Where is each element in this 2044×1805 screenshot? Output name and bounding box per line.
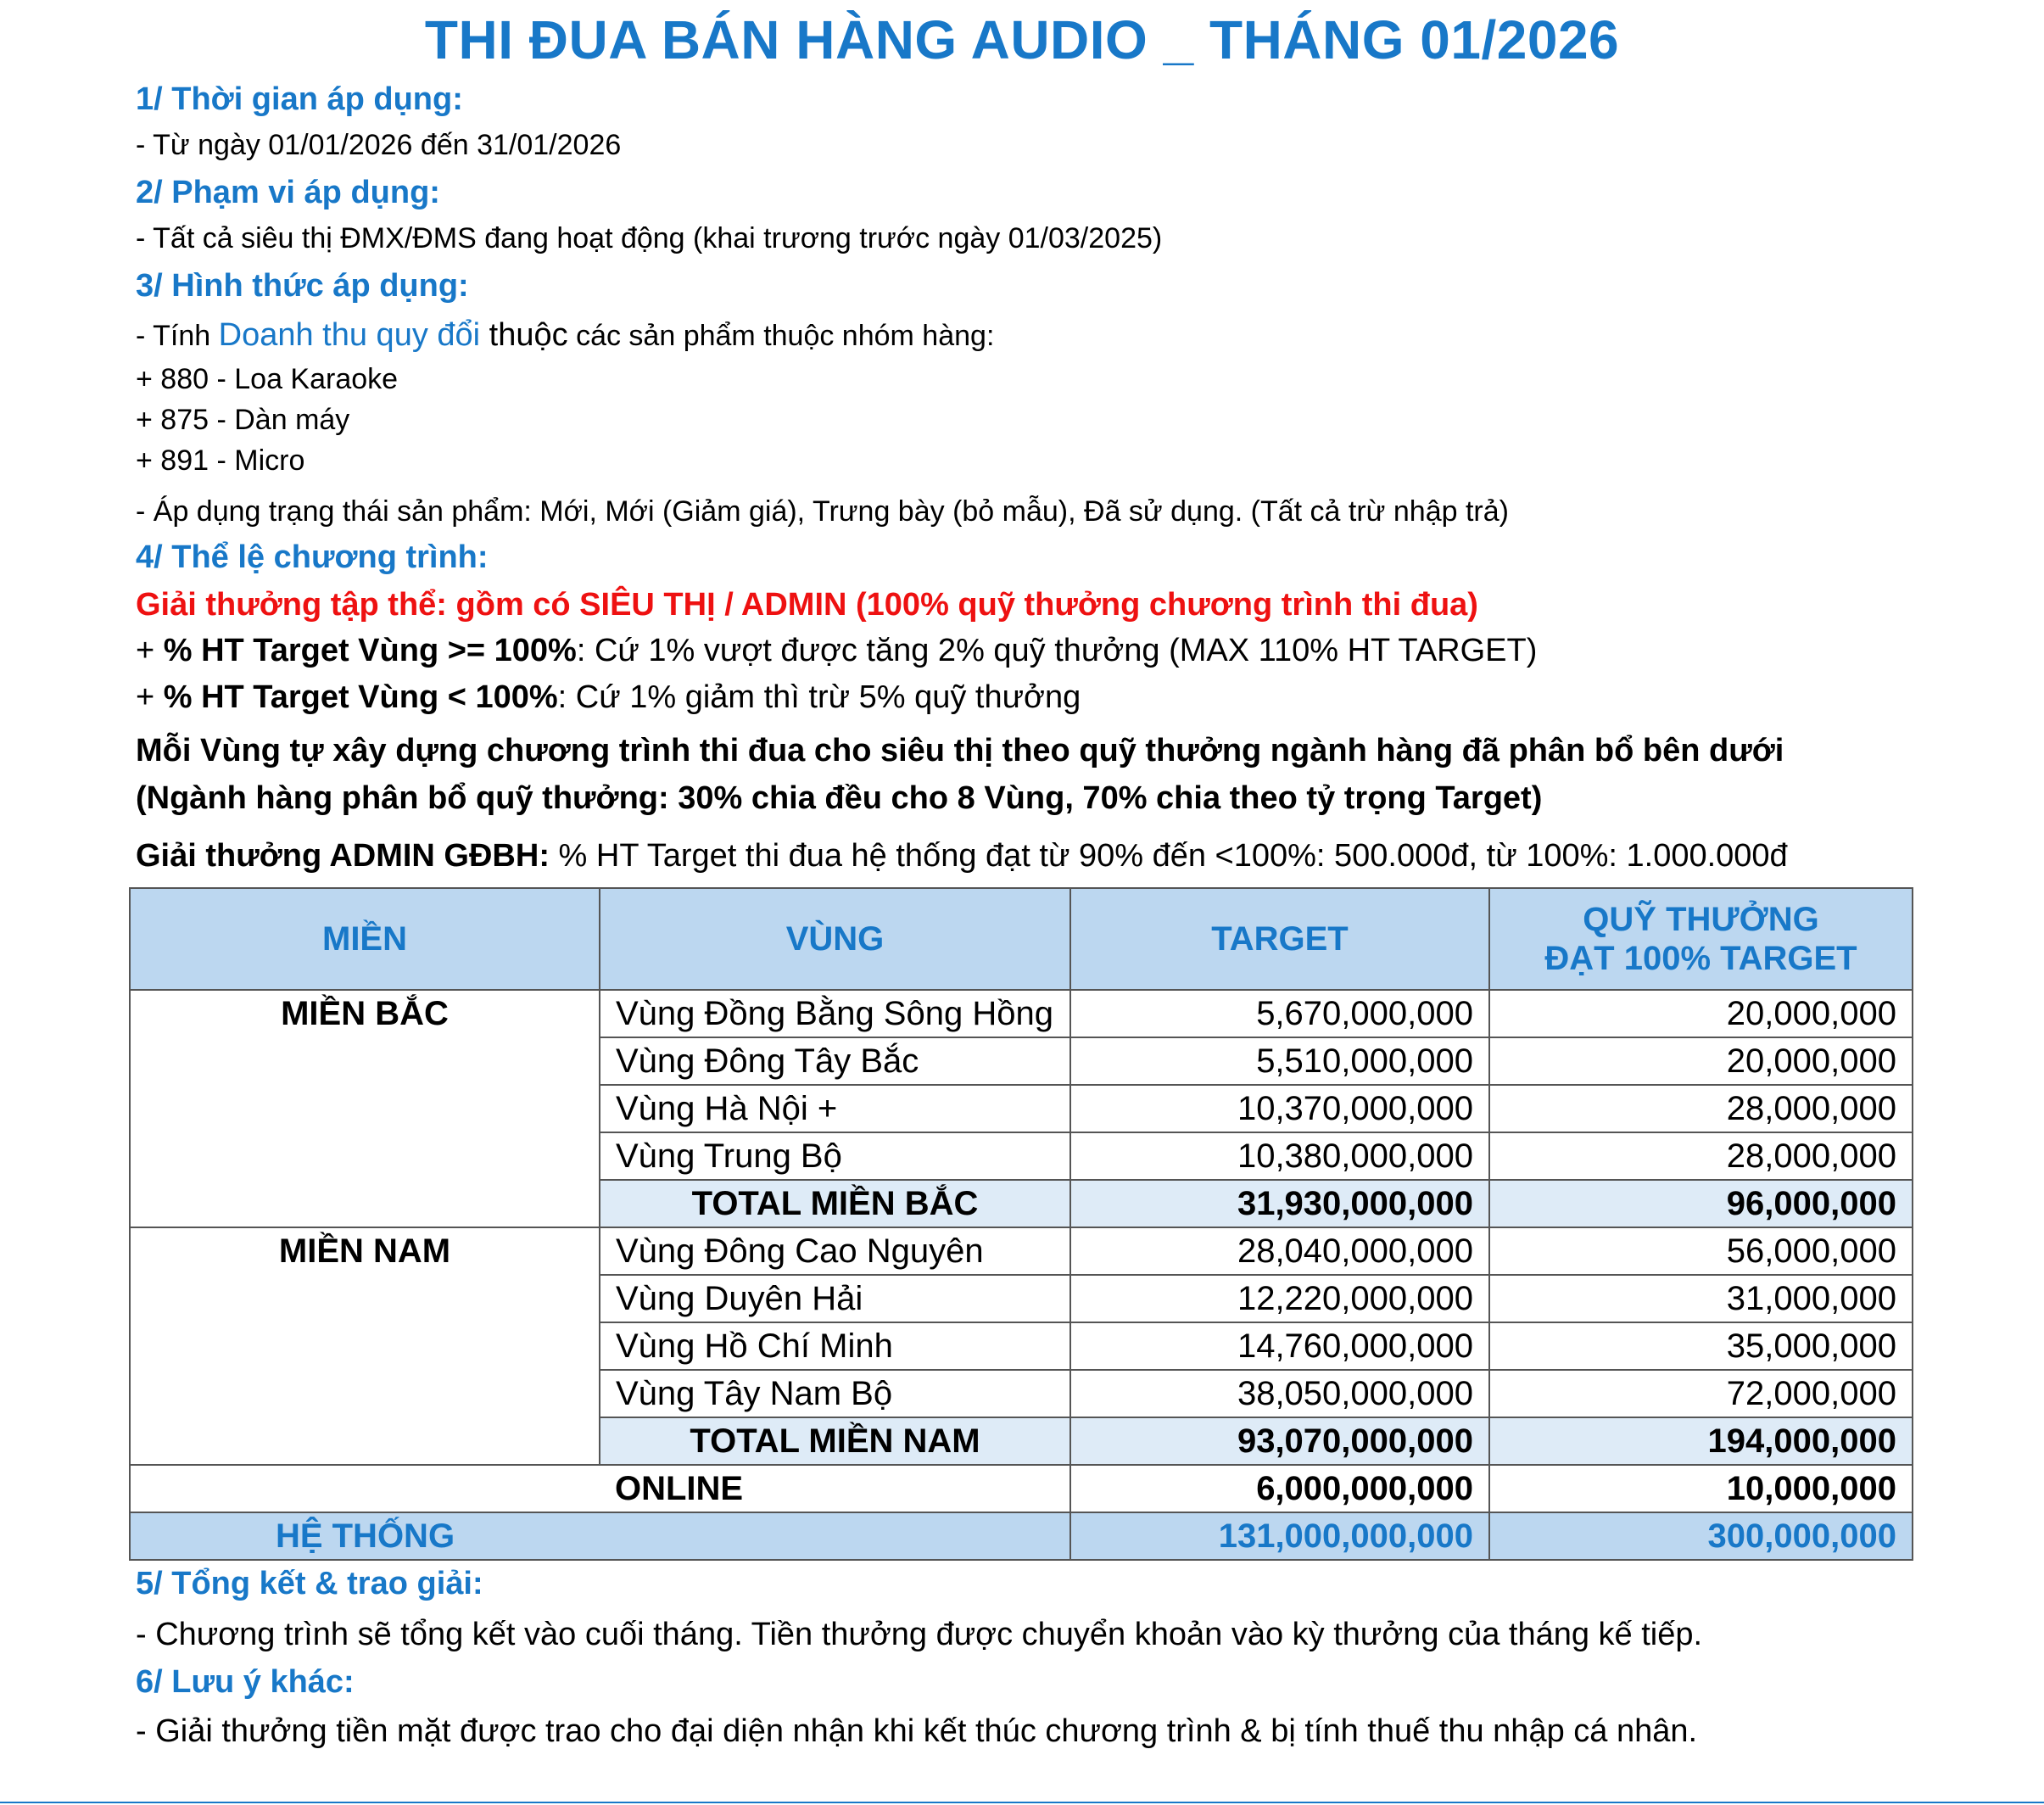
rule-prefix: + bbox=[136, 679, 164, 715]
total-quy: 96,000,000 bbox=[1489, 1180, 1913, 1227]
online-quy: 10,000,000 bbox=[1489, 1465, 1913, 1512]
admin-prize-line bbox=[136, 838, 1788, 875]
total-target: 93,070,000,000 bbox=[1070, 1417, 1489, 1465]
vung-cell: Vùng Tây Nam Bộ bbox=[600, 1370, 1070, 1417]
vung-cell: Vùng Đồng Bằng Sông Hồng bbox=[600, 990, 1070, 1037]
quy-cell: 56,000,000 bbox=[1489, 1227, 1913, 1275]
quy-cell: 20,000,000 bbox=[1489, 1037, 1913, 1085]
online-target: 6,000,000,000 bbox=[1070, 1465, 1489, 1512]
section-1-date-range: - Từ ngày 01/01/2026 đến 31/01/2026 bbox=[136, 129, 622, 161]
rule-detail: : Cứ 1% giảm thì trừ 5% quỹ thưởng bbox=[557, 679, 1081, 715]
he-thong-target: 131,000,000,000 bbox=[1070, 1512, 1489, 1560]
vung-cell: Vùng Hà Nội + bbox=[600, 1085, 1070, 1132]
section-4-heading: 4/ Thể lệ chương trình: bbox=[136, 539, 489, 575]
header-mien: MIỀN bbox=[130, 888, 600, 990]
mien-bac-cell: MIỀN BẮC bbox=[130, 990, 600, 1227]
vung-cell: Vùng Trung Bộ bbox=[600, 1132, 1070, 1180]
he-thong-quy: 300,000,000 bbox=[1489, 1512, 1913, 1560]
he-thong-label: HỆ THỐNG bbox=[130, 1512, 600, 1560]
quy-cell: 28,000,000 bbox=[1489, 1132, 1913, 1180]
quy-cell: 31,000,000 bbox=[1489, 1275, 1913, 1322]
online-spacer bbox=[130, 1465, 600, 1512]
section-5-summary: - Chương trình sẽ tổng kết vào cuối tháng. Tiền thưởng được chuyển khoản vào kỳ thưởng của tháng kế tiếp. bbox=[136, 1617, 1703, 1652]
revenue-highlight: Doanh thu quy đổi bbox=[218, 317, 481, 353]
section-2-scope: - Tất cả siêu thị ĐMX/ĐMS đang hoạt động (khai trương trước ngày 01/03/2025) bbox=[136, 222, 1163, 254]
target-reward-table bbox=[129, 887, 1913, 1561]
header-target: TARGET bbox=[1070, 888, 1489, 990]
vung-cell: Vùng Đông Cao Nguyên bbox=[600, 1227, 1070, 1275]
product-group-item: + 880 - Loa Karaoke bbox=[136, 363, 399, 395]
section-6-note: - Giải thưởng tiền mặt được trao cho đại diện nhận khi kết thúc chương trình & bị tính thuế thu nhập cá nhân. bbox=[136, 1713, 1698, 1749]
total-label: TOTAL MIỀN NAM bbox=[600, 1417, 1070, 1465]
target-cell: 5,510,000,000 bbox=[1070, 1037, 1489, 1085]
admin-prize-detail: % HT Target thi đua hệ thống đạt từ 90% đến <100%: 500.000đ, từ 100%: 1.000.000đ bbox=[549, 838, 1788, 874]
total-label: TOTAL MIỀN BẮC bbox=[600, 1180, 1070, 1227]
table-header-row bbox=[130, 888, 1913, 990]
collective-prize-line: Giải thưởng tập thể: gồm có SIÊU THỊ / ADMIN (100% quỹ thưởng chương trình thi đua) bbox=[136, 587, 1478, 623]
vung-cell: Vùng Hồ Chí Minh bbox=[600, 1322, 1070, 1370]
vung-cell: Vùng Duyên Hải bbox=[600, 1275, 1070, 1322]
rule-condition: % HT Target Vùng >= 100% bbox=[163, 633, 577, 668]
target-cell: 10,370,000,000 bbox=[1070, 1085, 1489, 1132]
admin-prize-label: Giải thưởng ADMIN GĐBH: bbox=[136, 838, 550, 874]
rule-under-target bbox=[136, 679, 1081, 716]
section-2-heading: 2/ Phạm vi áp dụng: bbox=[136, 175, 440, 210]
rule-condition: % HT Target Vùng < 100% bbox=[163, 679, 558, 715]
he-thong-spacer bbox=[600, 1512, 1070, 1560]
quy-cell: 28,000,000 bbox=[1489, 1085, 1913, 1132]
rule-prefix: + bbox=[136, 633, 164, 668]
bottom-divider bbox=[0, 1802, 2044, 1803]
region-note-1: Mỗi Vùng tự xây dựng chương trình thi đua cho siêu thị theo quỹ thưởng ngành hàng đã phân bổ bên dưới bbox=[136, 733, 1784, 768]
rule-detail: : Cứ 1% vượt được tăng 2% quỹ thưởng (MAX 110% HT TARGET) bbox=[576, 633, 1538, 668]
header-quy-thuong bbox=[1489, 888, 1913, 990]
he-thong-row bbox=[130, 1512, 1913, 1560]
target-cell: 10,380,000,000 bbox=[1070, 1132, 1489, 1180]
target-cell: 28,040,000,000 bbox=[1070, 1227, 1489, 1275]
section-3-heading: 3/ Hình thức áp dụng: bbox=[136, 268, 469, 304]
rule-over-target bbox=[136, 633, 1537, 669]
mien-nam-cell: MIỀN NAM bbox=[130, 1227, 600, 1465]
table-row bbox=[130, 990, 1913, 1037]
quy-cell: 72,000,000 bbox=[1489, 1370, 1913, 1417]
intro-mid: thuộc bbox=[480, 317, 568, 353]
vung-cell: Vùng Đông Tây Bắc bbox=[600, 1037, 1070, 1085]
table-row bbox=[130, 1227, 1913, 1275]
section-6-heading: 6/ Lưu ý khác: bbox=[136, 1664, 355, 1700]
online-row bbox=[130, 1465, 1913, 1512]
quy-cell: 20,000,000 bbox=[1489, 990, 1913, 1037]
header-quy-line1: QUỸ THƯỞNG bbox=[1583, 901, 1819, 938]
product-group-item: + 875 - Dàn máy bbox=[136, 404, 350, 436]
header-quy-line2: ĐẠT 100% TARGET bbox=[1544, 940, 1857, 977]
section-3-intro bbox=[136, 317, 994, 354]
header-vung: VÙNG bbox=[600, 888, 1070, 990]
online-label: ONLINE bbox=[600, 1465, 1070, 1512]
intro-suffix: các sản phẩm thuộc nhóm hàng: bbox=[567, 320, 995, 352]
target-cell: 38,050,000,000 bbox=[1070, 1370, 1489, 1417]
total-quy: 194,000,000 bbox=[1489, 1417, 1913, 1465]
intro-prefix: - Tính bbox=[136, 320, 219, 352]
page-title: THI ĐUA BÁN HÀNG AUDIO _ THÁNG 01/2026 bbox=[424, 9, 1620, 70]
total-target: 31,930,000,000 bbox=[1070, 1180, 1489, 1227]
quy-cell: 35,000,000 bbox=[1489, 1322, 1913, 1370]
target-cell: 14,760,000,000 bbox=[1070, 1322, 1489, 1370]
target-cell: 5,670,000,000 bbox=[1070, 990, 1489, 1037]
region-note-2: (Ngành hàng phân bổ quỹ thưởng: 30% chia đều cho 8 Vùng, 70% chia theo tỷ trọng Target) bbox=[136, 780, 1543, 816]
product-status-line: - Áp dụng trạng thái sản phẩm: Mới, Mới (Giảm giá), Trưng bày (bỏ mẫu), Đã sử dụng. (Tất cả trừ nhập trả) bbox=[136, 495, 1509, 528]
target-cell: 12,220,000,000 bbox=[1070, 1275, 1489, 1322]
section-5-heading: 5/ Tổng kết & trao giải: bbox=[136, 1566, 483, 1601]
product-group-item: + 891 - Micro bbox=[136, 444, 305, 477]
section-1-heading: 1/ Thời gian áp dụng: bbox=[136, 81, 463, 117]
